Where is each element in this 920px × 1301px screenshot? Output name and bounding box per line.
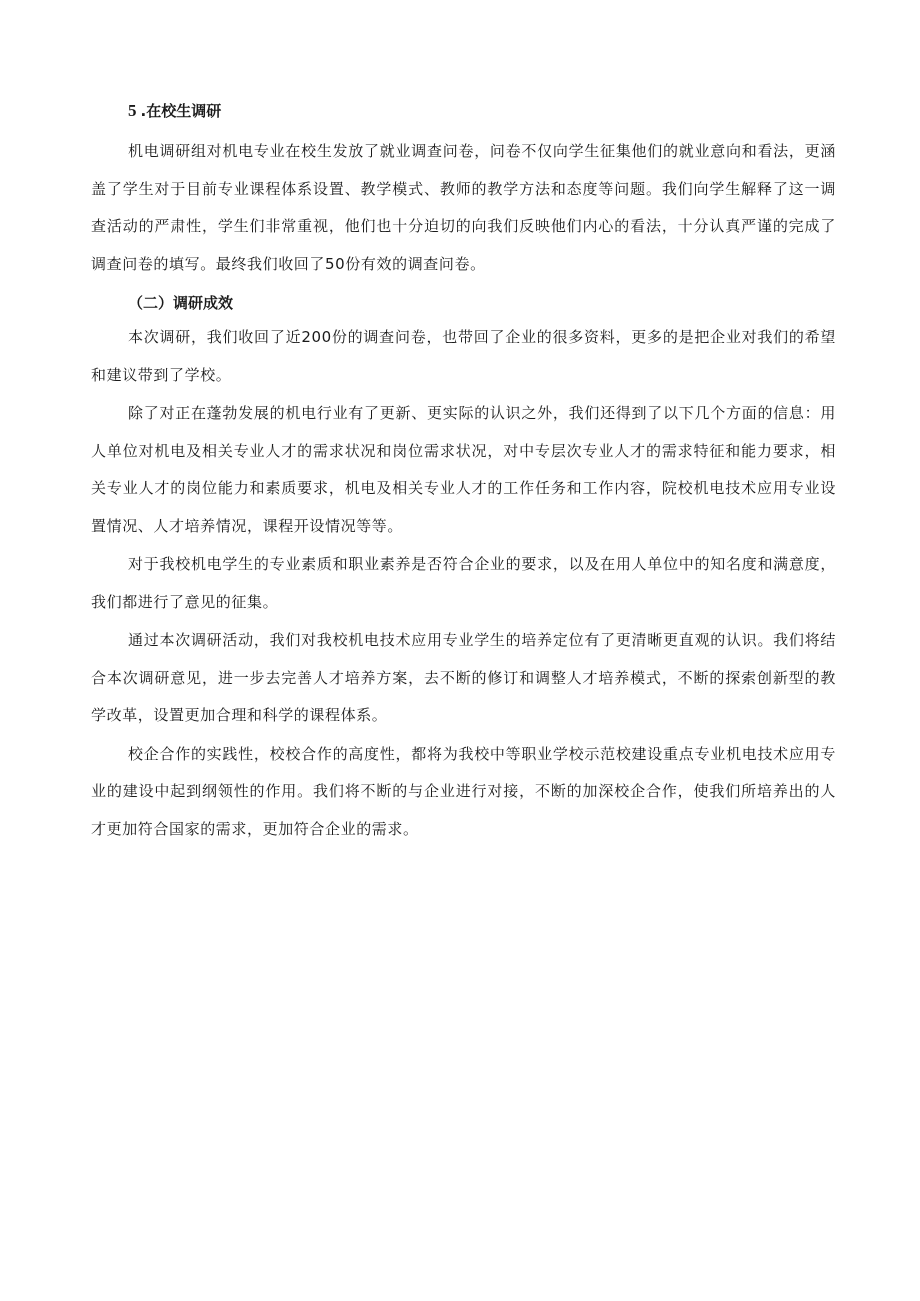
paragraph: 本次调研，我们收回了近200份的调查问卷，也带回了企业的很多资料，更多的是把企业对我们的希望和建议带到了学校。 — [91, 328, 836, 384]
section-heading: （二）调研成效 — [128, 294, 234, 312]
document-body — [91, 96, 836, 848]
paragraph: 机电调研组对机电专业在校生发放了就业调查问卷，问卷不仅向学生征集他们的就业意向和看法，更涵盖了学生对于目前专业课程体系设置、教学模式、教师的教学方法和态度等问题。我们向学生解释了这一调查活动的严肃性，学生们非常重视，他们也十分迫切的向我们反映他们内心的看法，十分认真严谨的完成了调查问卷的填写。最终我们收回了50份有效的调查问卷。 — [91, 142, 836, 273]
section-student-survey — [91, 96, 836, 283]
paragraph: 除了对正在蓬勃发展的机电行业有了更新、更实际的认识之外，我们还得到了以下几个方面的信息：用人单位对机电及相关专业人才的需求状况和岗位需求状况，对中专层次专业人才的需求特征和能力要求，相关专业人才的岗位能力和素质要求，机电及相关专业人才的工作任务和工作内容，院校机电技术应用专业设置情况、人才培养情况，课程开设情况等等。 — [91, 404, 836, 535]
paragraph: 通过本次调研活动，我们对我校机电技术应用专业学生的培养定位有了更清晰更直观的认识。我们将结合本次调研意见，进一步去完善人才培养方案，去不断的修订和调整人才培养模式，不断的探索创新型的教学改革，设置更加合理和科学的课程体系。 — [91, 631, 836, 724]
section-number: 5 — [128, 101, 137, 120]
section-heading — [91, 96, 836, 126]
section-title: .在校生调研 — [140, 102, 222, 120]
paragraph: 对于我校机电学生的专业素质和职业素养是否符合企业的要求，以及在用人单位中的知名度和满意度，我们都进行了意见的征集。 — [91, 555, 836, 611]
paragraph: 校企合作的实践性，校校合作的高度性，都将为我校中等职业学校示范校建设重点专业机电技术应用专业的建设中起到纲领性的作用。我们将不断的与企业进行对接，不断的加深校企合作，使我们所培养出的人才更加符合国家的需求，更加符合企业的需求。 — [91, 744, 836, 838]
section-survey-results — [91, 288, 836, 848]
